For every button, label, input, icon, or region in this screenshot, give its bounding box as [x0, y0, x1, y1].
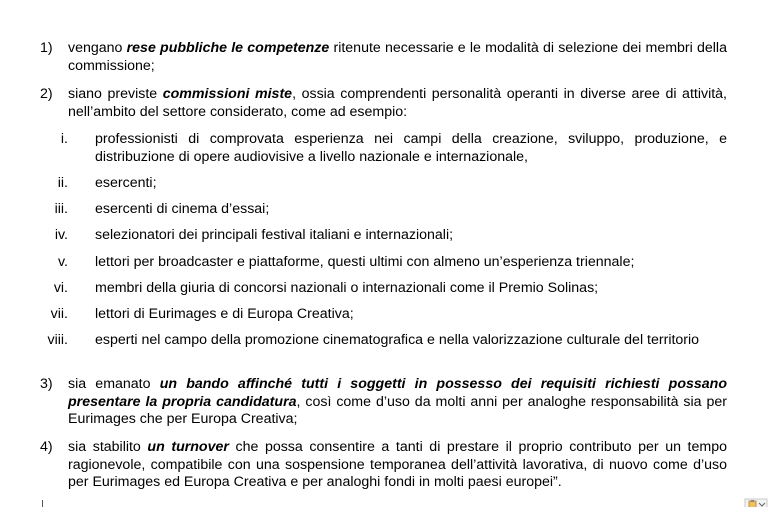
- list-item-text: siano previste commissioni miste, ossia comprendenti personalità operanti in diverse aree di attività, nell’ambito del settore considerato, come ad esempio:: [68, 86, 727, 120]
- sub-item-text: lettori per broadcaster e piattaforme, questi ultimi con almeno un’esperienza triennale;: [95, 254, 635, 270]
- sub-marker: i.: [60, 131, 68, 147]
- sub-item-text: professionisti di comprovata esperienza nei campi della creazione, sviluppo, produzione, e distribuzione di opere audiovisive a livello nazionale e internazionale,: [95, 131, 727, 165]
- sub-marker: iii.: [54, 201, 68, 217]
- list-item-text: sia emanato un bando affinché tutti i soggetti in possesso dei requisiti richiesti possano presentare la propria candidatura, così come d’uso da molti anni per analoghe responsabilità sia per Eurimages che per Europa Creativa;: [68, 376, 727, 427]
- list-marker: 3): [40, 376, 53, 392]
- sub-item-text: membri della giuria di concorsi nazionali o internazionali come il Premio Solinas;: [95, 280, 599, 296]
- text-cursor: [42, 500, 43, 507]
- list-marker: 2): [40, 86, 53, 102]
- sub-item-text: esercenti;: [95, 175, 157, 191]
- sub-marker: ii.: [57, 175, 68, 191]
- sub-marker: v.: [58, 254, 68, 270]
- list-marker: 4): [40, 439, 53, 455]
- list-marker: 1): [40, 40, 53, 56]
- clipboard-icon[interactable]: [744, 496, 768, 507]
- sub-marker: viii.: [47, 332, 68, 348]
- sub-item-text: selezionatori dei principali festival italiani e internazionali;: [95, 227, 454, 243]
- emphasis: un bando affinché tutti i soggetti in possesso dei requisiti richiesti possano presentare la propria candidatura: [68, 376, 727, 410]
- emphasis: rese pubbliche le competenze: [126, 40, 330, 56]
- sub-marker: vi.: [53, 280, 68, 296]
- emphasis: un turnover: [147, 439, 229, 455]
- emphasis: commissioni miste: [162, 86, 293, 102]
- list-item-text: vengano rese pubbliche le competenze ritenute necessarie e le modalità di selezione dei membri della commissione;: [68, 40, 727, 74]
- sub-item-text: lettori di Eurimages e di Europa Creativa;: [95, 306, 354, 322]
- list-item-text: sia stabilito un turnover che possa consentire a tanti di prestare il proprio contributo per un tempo ragionevole, compatibile con una sospensione temporanea dell’attività lavorativa, di nuovo come d’uso per Eurimages ed Europa Creativa e per analoghi fondi in molti paesi europei”.: [68, 439, 727, 490]
- sub-marker: vii.: [50, 306, 68, 322]
- sub-item-text: esercenti di cinema d’essai;: [95, 201, 270, 217]
- sub-item-text: esperti nel campo della promozione cinematografica e nella valorizzazione culturale del territorio: [95, 332, 700, 348]
- sub-marker: iv.: [54, 227, 68, 243]
